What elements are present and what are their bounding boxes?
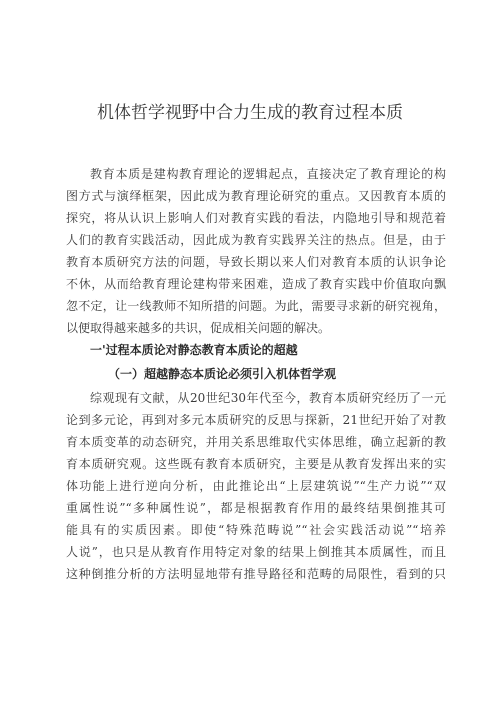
document-title: 机体哲学视野中合力生成的教育过程本质 (97, 103, 403, 123)
paragraph2-line: 能具有的实质因素。即使“特殊范畴说”“社会实践活动说”“培养 (66, 523, 446, 537)
paragraph1-line: 不休，从而给教育理论建构带来困难，造成了教育实践中价值取向飘 (66, 277, 446, 291)
paragraph1-line: 人们的教育实践活动，因此成为教育实践界关注的热点。但是，由于 (66, 233, 446, 247)
paragraph1-line: 图方式与演绎框架，因此成为教育理论研究的重点。又因教育本质的 (66, 189, 446, 203)
paragraph1-line: 以便取得越来越多的共识，促成相关问题的解决。 (66, 321, 331, 335)
paragraph1-line: 忽不定，让一线教师不知所措的问题。为此，需要寻求新的研究视角， (66, 299, 446, 313)
paragraph2-line: 育本质变革的动态研究，并用关系思维取代实体思维，确立起新的教 (66, 435, 446, 449)
paragraph1-line: 教育本质研究方法的问题，导致长期以来人们对教育本质的认识争论 (66, 255, 446, 269)
paragraph2-line: 人说”，也只是从教育作用特定对象的结果上倒推其本质属性，而且 (66, 545, 446, 559)
paragraph1-line: 教育本质是建构教育理论的逻辑起点，直接决定了教育理论的构 (90, 167, 446, 181)
paragraph2-line: 综观现有文献，从20世纪30年代至今，教育本质研究经历了一元 (90, 391, 446, 405)
paragraph1-line: 探究，将从认识上影响人们对教育实践的看法，内隐地引导和规范着 (66, 211, 446, 225)
paragraph2-line: 育本质研究观。这些既有教育本质研究，主要是从教育发挥出来的实 (66, 457, 446, 471)
paragraph2-line: 这种倒推分析的方法明显地带有推导路径和范畴的局限性，看到的只 (66, 567, 446, 581)
paragraph2-line: 体功能上进行逆向分析，由此推论出“上层建筑说”“生产力说”“双 (66, 479, 446, 493)
paragraph2-line: 论到多元论，再到对多元本质研究的反思与探新，21世纪开始了对教 (66, 413, 446, 427)
subsection-heading: （一）超越静态本质论必须引入机体哲学观 (108, 367, 337, 381)
section-heading: 一'过程本质论对静态教育本质论的超越 (90, 343, 298, 357)
paragraph2-line: 重属性说”“多种属性说”，都是根据教育作用的最终结果倒推其可 (66, 501, 446, 515)
